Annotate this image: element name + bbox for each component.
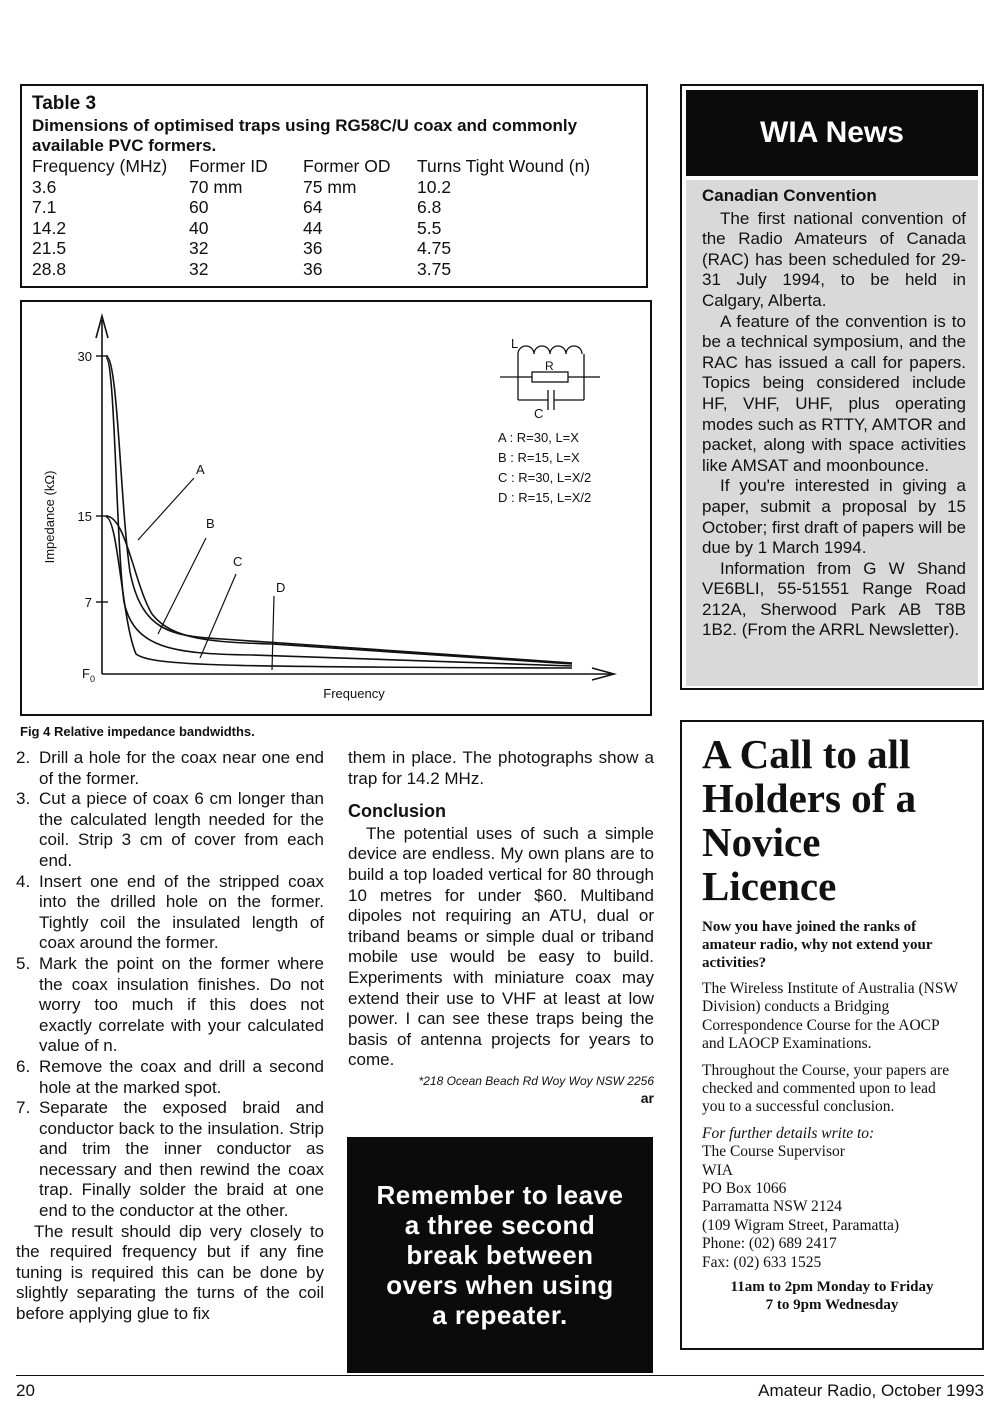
table-cell: 3.75 bbox=[417, 258, 452, 279]
curve-label-a: A bbox=[196, 462, 205, 477]
legend-item: C : R=30, L=X/2 bbox=[498, 470, 592, 485]
step-text: Remove the coax and drill a second hole at the marked spot. bbox=[39, 1056, 324, 1097]
x-axis-label: Frequency bbox=[323, 686, 385, 701]
step-text: Insert one end of the stripped coax into the drilled hole on the former. Tightly coil the insulated length of coax around the former. bbox=[39, 871, 324, 953]
y-tick-label: 15 bbox=[77, 509, 92, 524]
address-line: Fax: (02) 633 1525 bbox=[702, 1253, 822, 1271]
contact-address bbox=[702, 1143, 962, 1272]
figure-4 bbox=[20, 300, 652, 716]
origin-label bbox=[82, 666, 95, 684]
pointer-b bbox=[158, 538, 206, 634]
page-number: 20 bbox=[16, 1381, 35, 1400]
resistor bbox=[532, 372, 568, 382]
legend-item: B : R=15, L=X bbox=[498, 450, 580, 465]
conclusion-paragraph: The potential uses of such a simple device are endless. My own plans are to build a top loaded vertical for 80 through 10 metres for under $60. Multiband dipoles not requiring an ATU, dual or triband beams or simple dual or triband mobile use would be easy to build. Experiments with miniature coax may extend their use to VHF at least at low power. I can see these traps being the basis of antenna projects for years to come. bbox=[348, 823, 654, 1070]
table-cell: 44 bbox=[303, 217, 323, 238]
reminder-line: Remember to leave bbox=[376, 1180, 624, 1210]
list-item bbox=[16, 1057, 324, 1098]
address-line: Phone: (02) 689 2417 bbox=[702, 1235, 837, 1253]
circuit-label-c: C bbox=[534, 406, 544, 421]
column-header: Former OD bbox=[303, 156, 391, 176]
news-paragraph: If you're interested in giving a paper, submit a proposal by 15 October; first draft of papers will be due by 1 March 1994. bbox=[702, 476, 966, 558]
news-paragraph: Information from G W Shand VE6BLI, 55-51551 Range Road 212A, Sherwood Park AB T8B 1B2. (From the ARRL Newsletter). bbox=[702, 558, 966, 640]
hours-line: 11am to 2pm Monday to Friday bbox=[730, 1279, 934, 1296]
step-number: 2. bbox=[16, 748, 31, 767]
step-number: 3. bbox=[16, 789, 31, 809]
address-line: PO Box 1066 bbox=[702, 1180, 787, 1198]
reminder-text bbox=[377, 1180, 624, 1330]
column-header: Frequency (MHz) bbox=[32, 156, 168, 176]
column-header: Former ID bbox=[189, 156, 268, 176]
table-cell: 7.1 bbox=[32, 197, 57, 217]
list-item bbox=[16, 954, 324, 1057]
instruction-steps bbox=[16, 748, 324, 1222]
table-cell: 32 bbox=[189, 238, 209, 258]
end-mark: ar bbox=[640, 1089, 654, 1106]
figure-caption: Fig 4 Relative impedance bandwidths. bbox=[20, 724, 255, 739]
step-text: Drill a hole for the coax near one end of the former. bbox=[39, 748, 324, 788]
advert-heading: A Call to all Holders of a Novice Licence bbox=[702, 731, 917, 909]
legend-item: D : R=15, L=X/2 bbox=[498, 490, 592, 505]
instructions-column bbox=[16, 748, 324, 1325]
list-item bbox=[16, 748, 324, 789]
reminder-line: a repeater. bbox=[432, 1300, 568, 1330]
address-line: The Course Supervisor bbox=[702, 1143, 845, 1161]
repeater-reminder-box bbox=[347, 1137, 653, 1373]
further-details-label: For further details write to: bbox=[702, 1124, 875, 1142]
table-cell: 3.6 bbox=[32, 176, 57, 197]
advert-paragraph: The Wireless Institute of Australia (NSW Division) conducts a Bridging Correspondence Course for the AOCP and LAOCP Examinations. bbox=[702, 980, 958, 1053]
table-cell: 36 bbox=[303, 238, 323, 258]
step-number: 7. bbox=[16, 1098, 31, 1118]
table-cell: 75 mm bbox=[303, 176, 357, 197]
table-caption-line2: available PVC formers. bbox=[32, 136, 217, 155]
office-hours bbox=[702, 1278, 962, 1314]
table-row bbox=[32, 238, 590, 259]
novice-licence-advert bbox=[680, 720, 984, 1350]
author-address: *218 Ocean Beach Rd Woy Woy NSW 2256 bbox=[418, 1073, 654, 1088]
step-number: 4. bbox=[16, 871, 31, 891]
table-cell: 60 bbox=[189, 197, 209, 217]
table-3 bbox=[20, 84, 648, 288]
step-text: Separate the exposed braid and conductor back to the insulation. Strip and trim the inner conductor as necessary and then rewind the coax trap. Finally solder the braid at one end to the conductor at the other. bbox=[39, 1098, 324, 1221]
reminder-line: a three second bbox=[404, 1210, 596, 1240]
table-cell: 10.2 bbox=[417, 176, 452, 197]
step-text: Mark the point on the former where the coax insulation finishes. Do not worry too much if this does not exactly correlate with your calculated value of n. bbox=[39, 953, 324, 1056]
column-header: Turns Tight Wound (n) bbox=[417, 156, 591, 176]
list-item bbox=[16, 1098, 324, 1222]
curve-label-c: C bbox=[233, 554, 243, 569]
news-heading: Canadian Convention bbox=[702, 186, 877, 205]
trap-circuit-schematic bbox=[500, 346, 600, 410]
trap-dimensions-table bbox=[32, 156, 590, 279]
table-cell: 36 bbox=[303, 258, 323, 279]
pointer-c bbox=[200, 574, 236, 658]
address-line: WIA bbox=[702, 1161, 733, 1179]
publication-info: Amateur Radio, October 1993 bbox=[758, 1381, 984, 1400]
hours-line: 7 to 9pm Wednesday bbox=[765, 1297, 899, 1314]
pointer-a bbox=[138, 478, 194, 540]
table-cell: 14.2 bbox=[32, 217, 67, 238]
table-cell: 70 mm bbox=[189, 176, 243, 197]
table-row bbox=[32, 197, 590, 218]
legend-item: A : R=30, L=X bbox=[498, 430, 579, 445]
reminder-line: overs when using bbox=[386, 1270, 614, 1300]
list-item bbox=[16, 789, 324, 871]
address-line: Parramatta NSW 2124 bbox=[702, 1198, 843, 1216]
step-number: 5. bbox=[16, 953, 31, 973]
curve-d bbox=[106, 517, 572, 668]
wia-news-box bbox=[680, 84, 984, 690]
wia-news-body bbox=[686, 180, 978, 686]
origin-subscript: 0 bbox=[89, 674, 95, 684]
address-line: (109 Wigram Street, Paramatta) bbox=[702, 1216, 900, 1234]
advert-intro: Now you have joined the ranks of amateur radio, why not extend your activities? bbox=[702, 919, 933, 971]
table-header-row bbox=[32, 156, 590, 177]
footer-divider bbox=[16, 1375, 984, 1376]
inductor-coil bbox=[518, 346, 582, 354]
step-text: Cut a piece of coax 6 cm longer than the calculated length needed for the coil. Strip 3 cm of cover from each end. bbox=[39, 789, 324, 870]
curve-b bbox=[106, 516, 572, 664]
table-caption-line1: Dimensions of optimised traps using RG58C/U coax and commonly bbox=[32, 116, 578, 135]
circuit-label-r: R bbox=[545, 359, 554, 373]
origin-letter: F bbox=[82, 666, 90, 681]
curve-a bbox=[106, 356, 572, 663]
impedance-bandwidth-chart bbox=[22, 302, 650, 714]
pointer-d bbox=[272, 596, 274, 670]
y-tick-label: 30 bbox=[77, 349, 92, 364]
table-cell: 32 bbox=[189, 258, 209, 279]
table-cell: 28.8 bbox=[32, 258, 67, 279]
step-number: 6. bbox=[16, 1056, 31, 1076]
table-cell: 4.75 bbox=[417, 238, 452, 258]
curve-label-b: B bbox=[206, 516, 215, 531]
table-cell: 6.8 bbox=[417, 197, 442, 217]
circuit-label-l: L bbox=[511, 336, 519, 351]
result-paragraph: The result should dip very closely to the required frequency but if any fine tuning is required this can be done by slightly separating the turns of the coil before applying glue to fix bbox=[16, 1221, 324, 1324]
y-axis-label: Impedance (kΩ) bbox=[42, 470, 57, 564]
table-cell: 5.5 bbox=[417, 217, 442, 238]
news-paragraph: The first national convention of the Radio Amateurs of Canada (RAC) has been scheduled for 29-31 July 1994, to be held in Calgary, Alberta. bbox=[702, 208, 966, 310]
continuation-paragraph: them in place. The photographs show a trap for 14.2 MHz. bbox=[348, 748, 654, 788]
wia-news-header: WIA News bbox=[686, 90, 978, 176]
list-item bbox=[16, 872, 324, 954]
news-paragraph: A feature of the convention is to be a technical symposium, and the RAC has issued a call for papers. Topics being considered include HF, VHF, UHF, plus operating modes such as RTTY, AMTOR and packet, along with space activities like AMSAT and moonbounce. bbox=[702, 311, 966, 475]
table-row bbox=[32, 177, 590, 198]
conclusion-heading: Conclusion bbox=[348, 801, 446, 822]
table-row bbox=[32, 259, 590, 280]
advert-paragraph: Throughout the Course, your papers are checked and commented upon to lead you to a successful conclusion. bbox=[702, 1061, 950, 1116]
curve-c bbox=[106, 358, 572, 666]
reminder-line: break between bbox=[406, 1240, 594, 1270]
y-tick-label: 7 bbox=[84, 595, 92, 610]
curve-label-d: D bbox=[276, 580, 286, 595]
conclusion-column bbox=[348, 748, 654, 1107]
table-cell: 21.5 bbox=[32, 238, 67, 258]
table-cell: 64 bbox=[303, 197, 323, 217]
table-cell: 40 bbox=[189, 217, 209, 238]
table-title: Table 3 bbox=[32, 93, 97, 114]
table-row bbox=[32, 218, 590, 239]
